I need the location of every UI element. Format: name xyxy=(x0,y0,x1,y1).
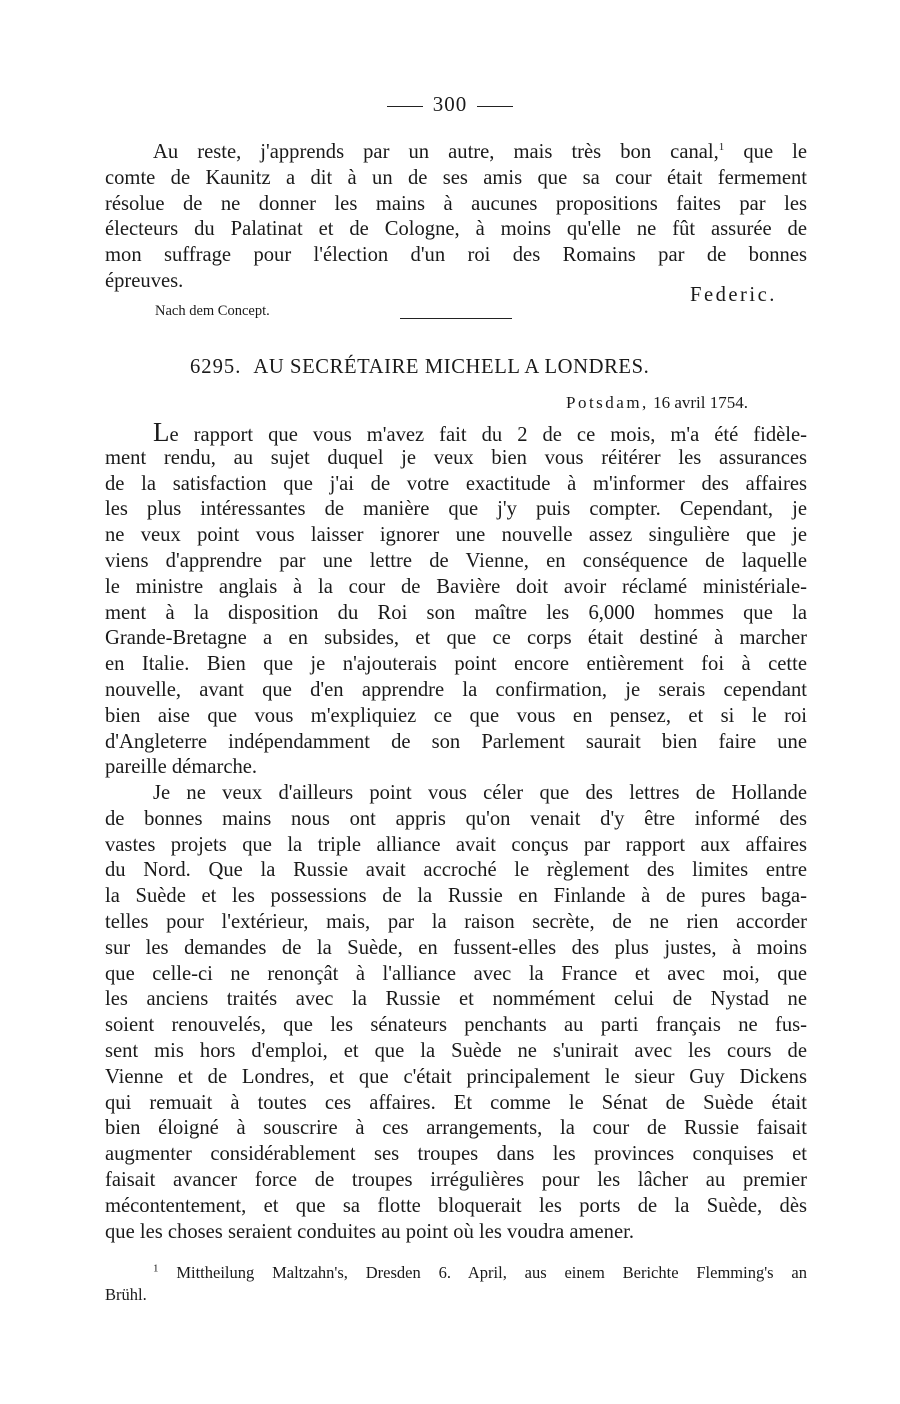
drop-initial: L xyxy=(153,417,170,447)
text-line: bien aise que vous m'expliquiez ce que vous en pensez, et si le roi xyxy=(105,704,807,727)
text-line: du Nord. Que la Russie avait accroché le règlement des limites entre xyxy=(105,859,807,882)
footnote-marker: 1 xyxy=(153,1262,159,1275)
text-line: augmenter considérablement ses troupes dans les provinces conquises et xyxy=(105,1143,807,1166)
text-line: Le rapport que vous m'avez fait du 2 de ce mois, m'a été fidèle- xyxy=(153,417,807,447)
text-line: le ministre anglais à la cour de Bavière doit avoir réclamé ministériale- xyxy=(105,575,807,598)
text-line: la Suède et les possessions de la Russie en Finlande à de pures baga- xyxy=(105,885,807,908)
text-line: ne veux point vous laisser ignorer une nouvelle assez singulière que je xyxy=(105,524,807,547)
footnote-line: Brühl. xyxy=(105,1285,147,1304)
footnote-marker: 1 xyxy=(718,141,725,154)
text-line: de la satisfaction que j'ai de votre exactitude à m'informer des affaires xyxy=(105,472,807,495)
text-line: Vienne et de Londres, et que c'était principalement le sieur Guy Dickens xyxy=(105,1065,807,1088)
text-line: qui remuait à toutes ces affaires. Et comme le Sénat de Suède était xyxy=(105,1091,807,1114)
letter-heading xyxy=(190,356,649,379)
page-number-value: 300 xyxy=(432,92,468,116)
text-line: en Italie. Bien que je n'ajouterais point encore entièrement foi à cette xyxy=(105,653,807,676)
dateline xyxy=(566,393,748,413)
page-number xyxy=(0,92,900,117)
text-line: mon suffrage pour l'élection d'un roi des Romains par de bonnes xyxy=(105,244,807,267)
text-line: épreuves. xyxy=(105,269,184,292)
text-line: soient renouvelés, que les sénateurs penchants au parti français ne fus- xyxy=(105,1014,807,1037)
dateline-date: 16 avril 1754. xyxy=(653,393,748,412)
text-line: sent mis hors d'emploi, et que la Suède ne s'unirait avec les cours de xyxy=(105,1039,807,1062)
left-dash-ornament xyxy=(387,106,423,107)
letter-number: 6295. xyxy=(190,356,242,378)
dateline-place: Potsdam, xyxy=(566,393,649,412)
letter-title: AU SECRÉTAIRE MICHELL A LONDRES. xyxy=(253,356,650,378)
text-line: les anciens traités avec la Russie et nommément celui de Nystad ne xyxy=(105,988,807,1011)
source-note: Nach dem Concept. xyxy=(155,303,270,319)
text-line: que celle-ci ne renonçât à l'alliance avec la France et avec moi, que xyxy=(105,962,807,985)
text-line: Grande-Bretagne a en subsides, et que ce corps était destiné à marcher xyxy=(105,627,807,650)
intro-paragraph xyxy=(105,140,807,295)
text-line: d'Angleterre indépendamment de son Parlement saurait bien faire une xyxy=(105,730,807,753)
text-line: ment rendu, au sujet duquel je veux bien vous réitérer les assurances xyxy=(105,446,807,469)
signature: Federic. xyxy=(690,284,777,306)
text-line: bien éloigné à souscrire à ces arrangements, la cour de Russie faisait xyxy=(105,1117,807,1140)
text-line: sur les demandes de la Suède, en fussent-elles des plus justes, à moins xyxy=(105,936,807,959)
text-line: viens d'apprendre par une lettre de Vienne, en conséquence de laquelle xyxy=(105,549,807,572)
paragraph-1 xyxy=(105,417,807,781)
text-line: ment à la disposition du Roi son maître les 6,000 hommes que la xyxy=(105,601,807,624)
text-line: comte de Kaunitz a dit à un de ses amis que sa cour était fermement xyxy=(105,166,807,189)
text-line: mécontentement, et que sa flotte bloquerait les ports de la Suède, dès xyxy=(105,1194,807,1217)
section-divider xyxy=(400,318,512,319)
text-line: nouvelle, avant que d'en apprendre la confirmation, je serais cependant xyxy=(105,678,807,701)
text-line: résolue de ne donner les mains à aucunes propositions faites par les xyxy=(105,192,807,215)
text-line: vastes projets que la triple alliance avait conçus par rapport aux affaires xyxy=(105,833,807,856)
text-line: faisait avancer force de troupes irrégulières pour les lâcher au premier xyxy=(105,1168,807,1191)
text-line: Au reste, j'apprends par un autre, mais très bon canal,$^1$ que le xyxy=(153,141,807,163)
right-dash-ornament xyxy=(477,106,513,107)
text-line: que les choses seraient conduites au point où les voudra amener. xyxy=(105,1220,634,1243)
text-line: telles pour l'extérieur, mais, par la raison secrète, de ne rien accorder xyxy=(105,910,807,933)
footnote xyxy=(105,1262,807,1306)
text-line: électeurs du Palatinat et de Cologne, à moins qu'elle ne fût assurée de xyxy=(105,218,807,241)
text-line: de bonnes mains nous ont appris qu'on venait d'y être informé des xyxy=(105,807,807,830)
text-line: pareille démarche. xyxy=(105,756,258,779)
paragraph-2 xyxy=(105,781,807,1245)
footnote-line: $^1$ Mittheilung Maltzahn's, Dresden 6. April, aus einem Berichte Flemming's an xyxy=(153,1262,807,1282)
text-line: les plus intéressantes de manière que j'y puis compter. Cependant, je xyxy=(105,498,807,521)
text-line: Je ne veux d'ailleurs point vous céler que des lettres de Hollande xyxy=(153,782,807,804)
